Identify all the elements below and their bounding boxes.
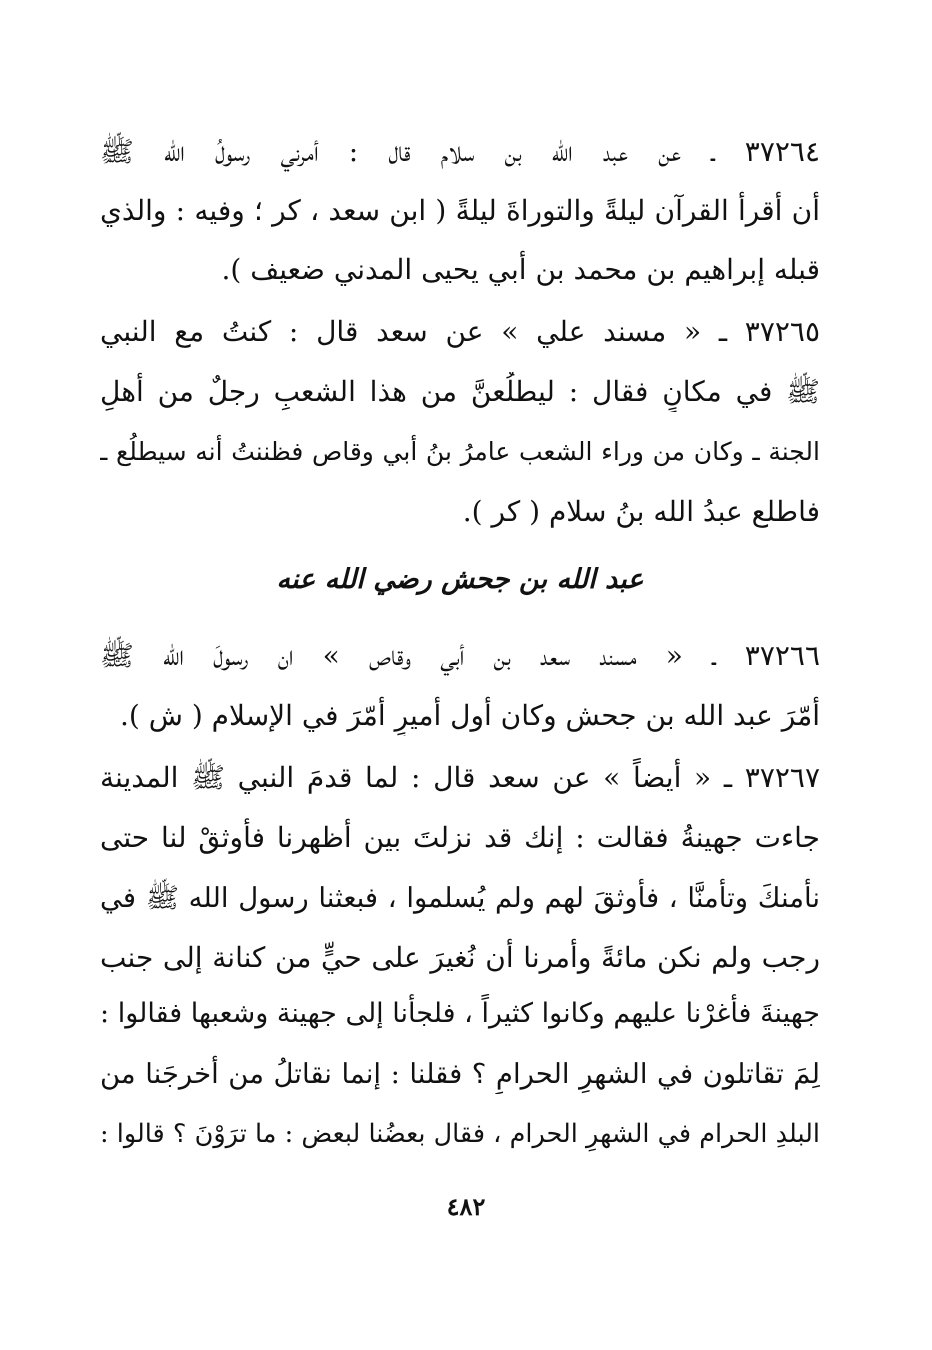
hadith-37267-line-5: جهينةَ فأغرْنا عليهم وكانوا كثيراً ، فلجأنا إلى جهينة وشعبها فقالوا : [100, 998, 820, 1029]
hadith-37267-line-3: نأمنكَ وتأمنَّا ، فأوثقَ لهم ولم يُسلموا ، فبعثنا رسول الله ﷺ في [100, 882, 820, 914]
hadith-37265-line-1: ٣٧٢٦٥ ـ « مسند علي » عن سعد قال : كنتُ مع النبي [100, 315, 820, 348]
hadith-37266-line-2: أمّرَ عبد الله بن جحش وكان أول أميرٍ أُمّرَ في الإسلام ( ش ). [120, 699, 820, 732]
hadith-37264-line-1: ٣٧٢٦٤ ـ عن عبد الله بن سلام قال : أمرني رسولُ الله ﷺ [100, 135, 820, 168]
hadith-37265-line-4: فاطلع عبدُ الله بنُ سلام ( كر ). [462, 495, 820, 528]
hadith-37265-line-3: الجنة ـ وكان من وراء الشعب عامرُ بنُ أبي وقاص فظننتُ أنه سيطلُع ـ [100, 437, 820, 466]
hadith-37264-line-3: قبله إبراهيم بن محمد بن أبي يحيى المدني ضعيف ). [221, 253, 820, 286]
hadith-37266-line-1: ٣٧٢٦٦ ـ « مسند سعد بن أبي وقاص » ان رسولَ الله ﷺ [100, 639, 820, 672]
hadith-37265-line-2: ﷺ في مكانٍ فقال : ليطلُعنَّ من هذا الشعبِ رجلٌ من أهلِ [100, 375, 820, 408]
section-heading: عبد الله بن جحش رضي الله عنه [276, 564, 644, 595]
hadith-37267-line-2: جاءت جهينةُ فقالت : إنك قد نزلتَ بين أظهرنا فأوثقْ لنا حتى [100, 821, 820, 854]
hadith-37267-line-6: لِمَ تقاتلون في الشهرِ الحرامِ ؟ فقلنا : إنما نقاتلُ من أخرجَنا من [100, 1058, 820, 1090]
hadith-37267-line-4: رجب ولم نكن مائةً وأمرنا أن نُغيرَ على حيٍّ من كنانة إلى جنب [100, 941, 820, 974]
hadith-37267-line-1: ٣٧٢٦٧ ـ « أيضاً » عن سعد قال : لما قدمَ النبي ﷺ المدينة [100, 761, 820, 794]
hadith-37264-line-2: أن أقرأَ القرآن ليلةً والتوراةَ ليلةً ( ابن سعد ، كر ؛ وفيه : والذي [100, 194, 820, 227]
hadith-37267-line-7: البلدِ الحرام في الشهرِ الحرام ، فقال بعضُنا لبعض : ما ترَوْنَ ؟ قالوا : [100, 1119, 820, 1149]
page-number: ٤٨٢ [446, 1192, 486, 1221]
